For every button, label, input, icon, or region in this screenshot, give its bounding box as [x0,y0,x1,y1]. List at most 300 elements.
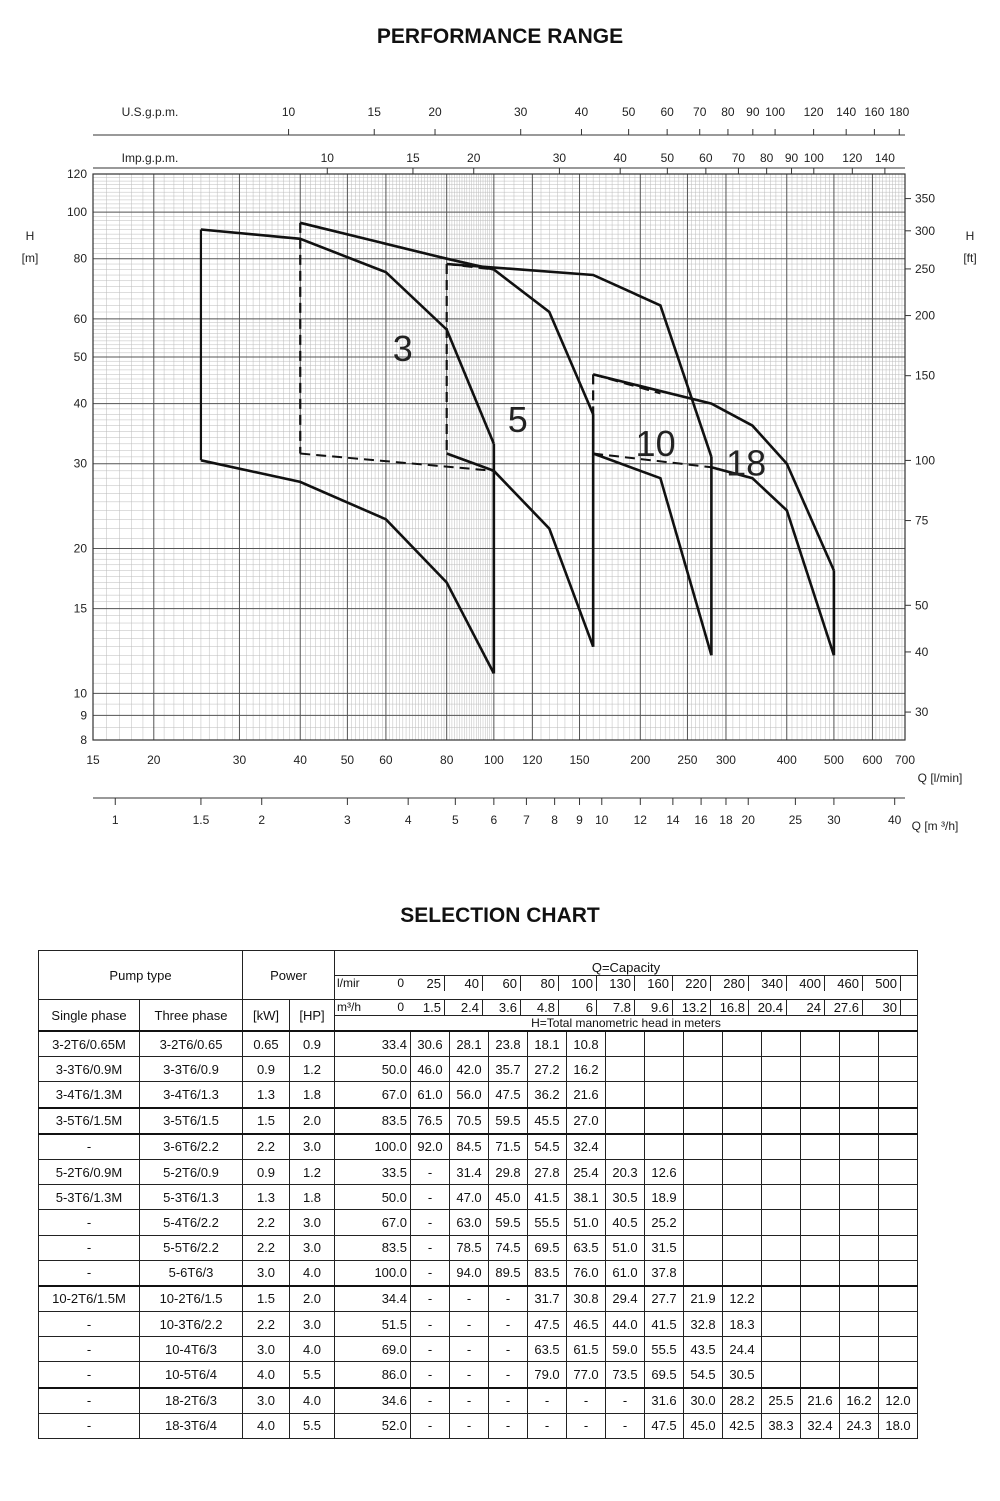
head-cell: 100.0 [335,1260,411,1286]
x-tick-label: 200 [630,753,651,767]
ft-tick-label: 75 [915,513,929,528]
head-cell [762,1312,801,1337]
table-row [39,1159,918,1184]
kw-header: [kW] [243,1000,290,1032]
impgpm-tick-label: 90 [784,151,799,165]
m3h-tick-label: 10 [595,813,609,827]
head-cell: 47.5 [489,1082,528,1108]
head-cell [879,1337,918,1362]
head-cell: 59.5 [489,1210,528,1235]
head-cell: - [450,1286,489,1312]
x-tick-label: 15 [86,753,100,767]
head-cell: 71.5 [489,1134,528,1160]
m3h-tick-label: 6 [490,813,498,827]
head-cell [606,1031,645,1057]
lmin-value: 60 [483,976,521,991]
head-cell [762,1031,801,1057]
m3h-tick-label: 3 [344,813,351,827]
head-cell: 42.0 [450,1057,489,1082]
head-cell: 30.8 [567,1286,606,1312]
head-cell [840,1031,879,1057]
head-cell: 45.0 [684,1413,723,1438]
head-cell: 74.5 [489,1235,528,1260]
head-cell: 31.6 [645,1388,684,1414]
y-tick-label: 120 [66,167,87,181]
three-phase-cell: 5-2T6/0.9 [140,1159,243,1184]
head-cell: 38.3 [762,1413,801,1438]
head-cell: 47.5 [645,1413,684,1438]
head-cell: 76.5 [411,1108,450,1134]
usgpm-tick-label: 60 [660,105,674,119]
head-cell: 28.1 [450,1031,489,1057]
y-axis-unit-left: [m] [21,251,39,265]
head-cell: 24.3 [840,1413,879,1438]
head-cell [723,1031,762,1057]
kw-cell: 0.65 [243,1031,290,1057]
hp-cell: 2.0 [290,1286,335,1312]
lmin-value: 100 [559,976,597,991]
head-cell: - [450,1413,489,1438]
y-tick-label: 60 [73,311,87,326]
head-cell [879,1260,918,1286]
x-tick-label: 300 [715,753,736,767]
head-cell: 33.5 [335,1159,411,1184]
kw-cell: 3.0 [243,1260,290,1286]
y-axis-label-left: H [25,229,35,243]
hp-cell: 5.5 [290,1413,335,1438]
head-cell: 32.4 [801,1413,840,1438]
head-cell [879,1312,918,1337]
m3h-tick-label: 7 [523,813,530,827]
head-cell [840,1159,879,1184]
m3h-value: 4.8 [521,1000,559,1015]
head-cell: 45.5 [528,1108,567,1134]
head-cell [684,1185,723,1210]
three-phase-cell: 10-3T6/2.2 [140,1312,243,1337]
head-cell: 61.5 [567,1337,606,1362]
x-tick-label: 500 [823,753,844,767]
head-cell: 45.0 [489,1185,528,1210]
head-cell: 12.0 [879,1388,918,1414]
head-cell [879,1286,918,1312]
head-cell: 21.6 [567,1082,606,1108]
head-cell [762,1210,801,1235]
y-axis-unit-right: [ft] [963,251,977,265]
x-tick-label: 100 [483,753,504,767]
head-cell: - [489,1337,528,1362]
single-phase-cell: 5-3T6/1.3M [39,1185,140,1210]
three-phase-cell: 3-5T6/1.5 [140,1108,243,1134]
kw-cell: 3.0 [243,1337,290,1362]
head-cell: 89.5 [489,1260,528,1286]
head-cell [840,1337,879,1362]
head-cell: - [411,1235,450,1260]
head-cell: 63.5 [567,1235,606,1260]
m3h-tick-label: 9 [576,813,583,827]
head-cell: 18.0 [879,1413,918,1438]
m3h-value: 0 [397,1000,404,1014]
head-cell [879,1235,918,1260]
x-tick-label: 80 [440,753,454,767]
usgpm-tick-label: 140 [836,105,857,119]
head-cell: 10.8 [567,1031,606,1057]
head-cell: - [411,1159,450,1184]
head-cell: 32.4 [567,1134,606,1160]
ft-tick-label: 50 [915,598,929,613]
head-cell: 25.5 [762,1388,801,1414]
head-cell: 33.4 [335,1031,411,1057]
three-phase-cell: 10-5T6/4 [140,1362,243,1388]
head-cell: 34.4 [335,1286,411,1312]
m3h-value: 13.2 [673,1000,711,1015]
head-cell [762,1235,801,1260]
head-cell: 47.0 [450,1185,489,1210]
head-cell [801,1031,840,1057]
head-cell: 42.5 [723,1413,762,1438]
head-cell: - [567,1413,606,1438]
head-cell [801,1057,840,1082]
head-cell [684,1210,723,1235]
head-cell: 63.5 [528,1337,567,1362]
head-cell [762,1057,801,1082]
ft-tick-label: 40 [915,644,929,659]
head-cell [801,1337,840,1362]
three-phase-header: Three phase [140,1000,243,1032]
head-cell: 61.0 [606,1260,645,1286]
head-cell [684,1159,723,1184]
y-tick-label: 20 [73,541,87,556]
x-tick-label: 60 [379,753,393,767]
x-tick-label: 50 [340,753,355,767]
head-cell [645,1057,684,1082]
x-tick-label: 250 [677,753,698,767]
curve-lower-10 [593,454,711,656]
single-phase-cell: 3-2T6/0.65M [39,1031,140,1057]
usgpm-tick-label: 40 [574,105,589,119]
head-cell: 31.5 [645,1235,684,1260]
head-cell: 30.5 [723,1362,762,1388]
head-cell [645,1031,684,1057]
m3h-tick-label: 1 [111,813,119,827]
head-cell [879,1031,918,1057]
usgpm-tick-label: 100 [765,105,786,119]
m3h-row [335,1000,917,1015]
three-phase-cell: 3-4T6/1.3 [140,1082,243,1108]
head-cell: - [411,1260,450,1286]
impgpm-tick-label: 100 [803,151,824,165]
y-tick-label: 15 [73,601,87,616]
usgpm-tick-label: 20 [428,105,442,119]
table-row [39,1057,918,1082]
head-cell: 55.5 [528,1210,567,1235]
kw-cell: 0.9 [243,1057,290,1082]
single-phase-cell: - [39,1388,140,1414]
head-cell: 69.5 [528,1235,567,1260]
head-cell [684,1235,723,1260]
head-cell: 67.0 [335,1210,411,1235]
head-cell [840,1312,879,1337]
head-cell [879,1134,918,1160]
head-cell: 24.4 [723,1337,762,1362]
hp-cell: 4.0 [290,1388,335,1414]
head-cell: - [606,1413,645,1438]
m3h-value: 30 [863,1000,901,1015]
single-phase-cell: 3-3T6/0.9M [39,1057,140,1082]
head-cell: 12.6 [645,1159,684,1184]
hp-cell: 2.0 [290,1108,335,1134]
head-cell: 43.5 [684,1337,723,1362]
head-cell: 16.2 [567,1057,606,1082]
m3h-value: 16.8 [711,1000,749,1015]
single-phase-cell: 5-2T6/0.9M [39,1159,140,1184]
head-cell: 31.4 [450,1159,489,1184]
lmin-label: l/mir 0 [335,976,407,991]
y-tick-label: 9 [80,708,87,723]
head-cell: 51.5 [335,1312,411,1337]
head-cell: 12.2 [723,1286,762,1312]
table-row [39,1286,918,1312]
head-cell: 78.5 [450,1235,489,1260]
table-row [39,1185,918,1210]
hp-cell: 3.0 [290,1210,335,1235]
table-row [39,1413,918,1438]
m3h-value: 7.8 [597,1000,635,1015]
table-header-row-2 [39,1000,918,1032]
kw-cell: 1.3 [243,1082,290,1108]
y-tick-label: 40 [73,396,87,411]
kw-cell: 3.0 [243,1388,290,1414]
power-header: Power [243,951,335,1000]
head-cell: - [450,1312,489,1337]
capacity-header-block [335,951,918,1000]
m3h-tick-label: 20 [741,813,755,827]
m3h-value: 9.6 [635,1000,673,1015]
hp-cell: 3.0 [290,1312,335,1337]
lmin-value: 80 [521,976,559,991]
x-axis-label: Q [l/min] [917,771,963,785]
lmin-value: 460 [825,976,863,991]
ft-tick-label: 250 [915,261,936,276]
three-phase-cell: 3-6T6/2.2 [140,1134,243,1160]
head-cell: 52.0 [335,1413,411,1438]
head-cell [879,1362,918,1388]
impgpm-tick-label: 70 [731,151,746,165]
head-cell: 41.5 [645,1312,684,1337]
head-cell [762,1286,801,1312]
head-cell [723,1134,762,1160]
head-cell: 44.0 [606,1312,645,1337]
head-cell: - [411,1185,450,1210]
head-cell [879,1185,918,1210]
kw-cell: 4.0 [243,1413,290,1438]
three-phase-cell: 10-4T6/3 [140,1337,243,1362]
ft-tick-label: 300 [915,223,936,238]
head-cell: 59.0 [606,1337,645,1362]
head-cell [684,1134,723,1160]
head-cell: 92.0 [411,1134,450,1160]
head-cell [879,1108,918,1134]
x-tick-label: 40 [293,753,307,767]
head-cell: 69.0 [335,1337,411,1362]
head-cell [840,1210,879,1235]
head-cell: - [450,1337,489,1362]
lmin-value: 220 [673,976,711,991]
head-cell [801,1108,840,1134]
head-cell [723,1108,762,1134]
table-row [39,1362,918,1388]
head-cell [840,1057,879,1082]
head-cell [684,1057,723,1082]
head-cell [723,1185,762,1210]
x-tick-label: 20 [147,753,161,767]
head-cell: - [489,1312,528,1337]
usgpm-tick-label: 120 [803,105,824,119]
m3h-tick-label: 12 [633,813,647,827]
kw-cell: 4.0 [243,1362,290,1388]
head-cell: 40.5 [606,1210,645,1235]
m3h-value: 27.6 [825,1000,863,1015]
lmin-value: 0 [397,975,404,990]
usgpm-tick-label: 50 [621,105,636,119]
hp-cell: 1.8 [290,1082,335,1108]
x-tick-label: 600 [862,753,883,767]
ft-tick-label: 100 [915,453,936,468]
head-cell [645,1108,684,1134]
table-row [39,1388,918,1414]
hp-cell: 1.2 [290,1159,335,1184]
head-cell: 29.4 [606,1286,645,1312]
hp-cell: 1.8 [290,1185,335,1210]
m3h-tick-label: 16 [694,813,708,827]
head-cell: 27.0 [567,1108,606,1134]
head-cell [606,1057,645,1082]
head-cell: - [528,1413,567,1438]
head-cell: - [411,1312,450,1337]
head-cell: 67.0 [335,1082,411,1108]
head-cell: 18.1 [528,1031,567,1057]
head-cell [879,1159,918,1184]
head-cell: 30.5 [606,1185,645,1210]
head-cell: - [528,1388,567,1414]
head-cell: 16.2 [840,1388,879,1414]
head-cell [723,1235,762,1260]
hp-cell: 0.9 [290,1031,335,1057]
head-cell: 27.7 [645,1286,684,1312]
performance-title: PERFORMANCE RANGE [376,25,624,48]
single-phase-cell: - [39,1134,140,1160]
head-cell [684,1260,723,1286]
m3h-value: 2.4 [445,1000,483,1015]
head-cell: 61.0 [411,1082,450,1108]
lmin-value: 340 [749,976,787,991]
kw-cell: 0.9 [243,1159,290,1184]
head-cell: 27.8 [528,1159,567,1184]
kw-cell: 2.2 [243,1235,290,1260]
y-tick-label: 8 [80,733,87,747]
head-cell: 34.6 [335,1388,411,1414]
head-cell: 83.5 [335,1235,411,1260]
x-tick-label: 30 [232,753,247,767]
head-cell [801,1312,840,1337]
usgpm-tick-label: 15 [367,105,381,119]
head-cell: - [411,1388,450,1414]
head-cell: 69.5 [645,1362,684,1388]
head-cell [723,1159,762,1184]
head-cell: 37.8 [645,1260,684,1286]
single-phase-cell: - [39,1413,140,1438]
head-cell [762,1337,801,1362]
head-cell [723,1260,762,1286]
impgpm-tick-label: 10 [320,151,334,165]
table-row [39,1235,918,1260]
m3h-tick-label: 2 [258,813,266,827]
head-cell: 76.0 [567,1260,606,1286]
head-cell: 100.0 [335,1134,411,1160]
hp-cell: 1.2 [290,1057,335,1082]
m3h-tick-label: 30 [827,813,841,827]
y-tick-label: 30 [73,456,87,471]
head-cell: - [411,1413,450,1438]
head-cell [645,1134,684,1160]
ft-tick-label: 350 [915,191,936,206]
performance-chart [0,80,1000,850]
head-cell [840,1286,879,1312]
impgpm-tick-label: 80 [759,151,774,165]
kw-cell: 2.2 [243,1210,290,1235]
head-cell: 28.2 [723,1388,762,1414]
m3h-value: 24 [787,1000,825,1015]
three-phase-cell: 3-3T6/0.9 [140,1057,243,1082]
m3h-tick-label: 18 [719,813,733,827]
usgpm-tick-label: 70 [693,105,707,119]
head-cell: 46.5 [567,1312,606,1337]
y-axis-label-right: H [965,229,975,243]
head-cell: 63.0 [450,1210,489,1235]
head-cell [879,1082,918,1108]
x-tick-label: 150 [569,753,590,767]
hp-header: [HP] [290,1000,335,1032]
series-label-3: 3 [392,327,413,369]
head-cell: 55.5 [645,1337,684,1362]
kw-cell: 2.2 [243,1312,290,1337]
head-cell [762,1362,801,1388]
impgpm-tick-label: 50 [660,151,675,165]
single-phase-cell: - [39,1337,140,1362]
head-cell [801,1286,840,1312]
hp-cell: 4.0 [290,1260,335,1286]
head-cell [762,1082,801,1108]
head-cell: 18.3 [723,1312,762,1337]
single-phase-cell: 10-2T6/1.5M [39,1286,140,1312]
lmin-value: 130 [597,976,635,991]
x-tick-label: 700 [894,753,916,767]
head-cell: - [606,1388,645,1414]
head-cell [801,1260,840,1286]
single-phase-cell: - [39,1312,140,1337]
head-cell [723,1057,762,1082]
table-row [39,1134,918,1160]
head-cell: - [450,1362,489,1388]
m3h-axis-label: Q [m ³/h] [911,819,959,833]
head-cell [606,1108,645,1134]
head-cell [723,1082,762,1108]
head-cell: - [411,1337,450,1362]
head-cell: 59.5 [489,1108,528,1134]
head-cell [762,1159,801,1184]
capacity-label: Q=Capacity [591,959,661,975]
y-tick-label: 50 [73,349,87,364]
head-cell [840,1134,879,1160]
